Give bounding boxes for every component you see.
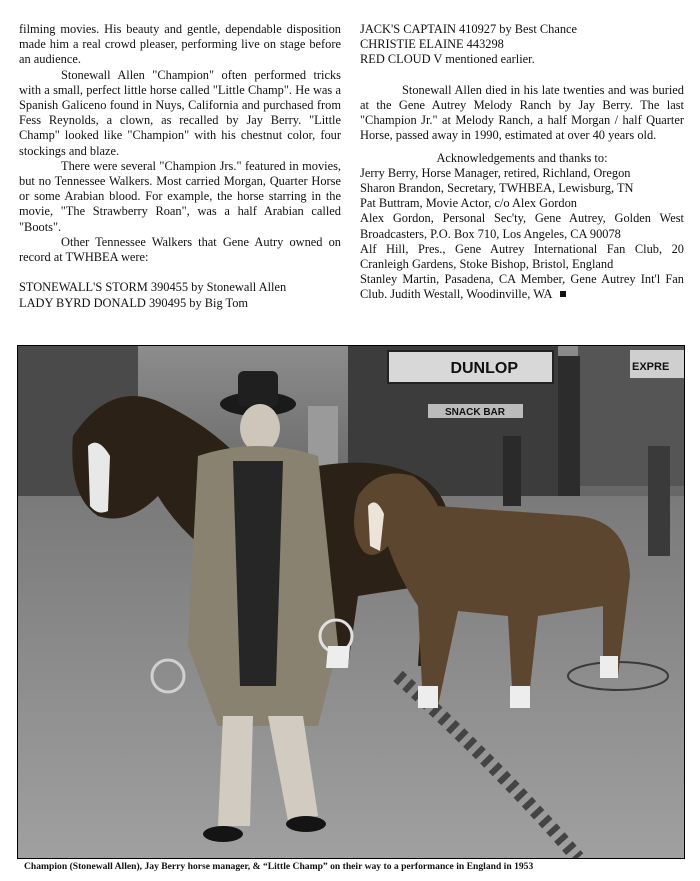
acknowledgement-item: Jerry Berry, Horse Manager, retired, Richland, Oregon [360, 165, 631, 180]
acknowledgements-heading: Acknowledgements and thanks to: [436, 150, 608, 165]
acknowledgement-item: Alf Hill, Pres., Gene Autrey International Fan Club, 20 Cranleigh Gardens, Stoke Bishop, Bristol, England [360, 241, 684, 272]
article-photo [17, 345, 685, 859]
dunlop-sign: DUNLOP [450, 360, 518, 377]
express-sign: EXPRE [632, 361, 670, 373]
horse-entry: CHRISTIE ELAINE 443298 [360, 37, 504, 52]
horse-entry: JACK'S CAPTAIN 410927 by Best Chance [360, 22, 578, 36]
paragraph: Other Tennessee Walkers that Gene Autry owned on record at TWHBEA were: [19, 234, 341, 265]
paragraph: There were several "Champion Jrs." featured in movies, but no Tennessee Walkers. Most carried Morgan, Quarter Horse or some Arabian blood. For example, the horse starring in the movie, "The Strawberry Roan", was a half Arabian called "Boots". [19, 158, 341, 234]
snack-bar-sign: SNACK BAR [445, 407, 505, 418]
acknowledgement-item: Sharon Brandon, Secretary, TWHBEA, Lewisburg, TN [360, 181, 634, 196]
paragraph: Stonewall Allen "Champion" often performed tricks with a small, perfect little horse called "Little Champ". He was a Spanish Galiceno found in Nuys, California and purchased from Fess Reynolds, a clown, as recalled by Jay Berry. "Little Champ" looked like "Champion" with his chestnut color, four stockings and blaze. [19, 67, 341, 158]
end-mark-icon [560, 291, 566, 297]
horse-entry: STONEWALL'S STORM 390455 by Stonewall Allen [19, 280, 287, 295]
acknowledgement-item: Alex Gordon, Personal Sec'ty, Gene Autrey, Golden West Broadcasters, P.O. Box 710, Los Angeles, CA 90078 [360, 211, 684, 241]
acknowledgement-text: Stanley Martin, Pasadena, CA Member, Gene Autrey Int'l Fan Club. Judith Westall, Woodinville, WA [360, 272, 684, 302]
right-column [360, 22, 684, 303]
horse-entry: LADY BYRD DONALD 390495 by Big Tom [19, 295, 249, 310]
acknowledgement-item [360, 272, 684, 302]
photo-caption: Champion (Stonewall Allen), Jay Berry horse manager, & “Little Champ” on their way to a performance in England in 1953 [24, 861, 534, 872]
left-column [19, 22, 341, 311]
acknowledgement-item: Pat Buttram, Movie Actor, c/o Alex Gordon [360, 196, 577, 211]
paragraph: Stonewall Allen died in his late twenties and was buried at the Gene Autrey Melody Ranch by Jay Berry. The last "Champion Jr." at Melody Ranch, a half Morgan / half Quarter Horse, passed away in 1990, estimated at over 40 years old. [360, 82, 684, 143]
paragraph: filming movies. His beauty and gentle, dependable disposition made him a real crowd pleaser, performing live on stage before an audience. [19, 22, 341, 67]
horse-entry: RED CLOUD V mentioned earlier. [360, 52, 535, 67]
photo-illustration [18, 346, 684, 858]
